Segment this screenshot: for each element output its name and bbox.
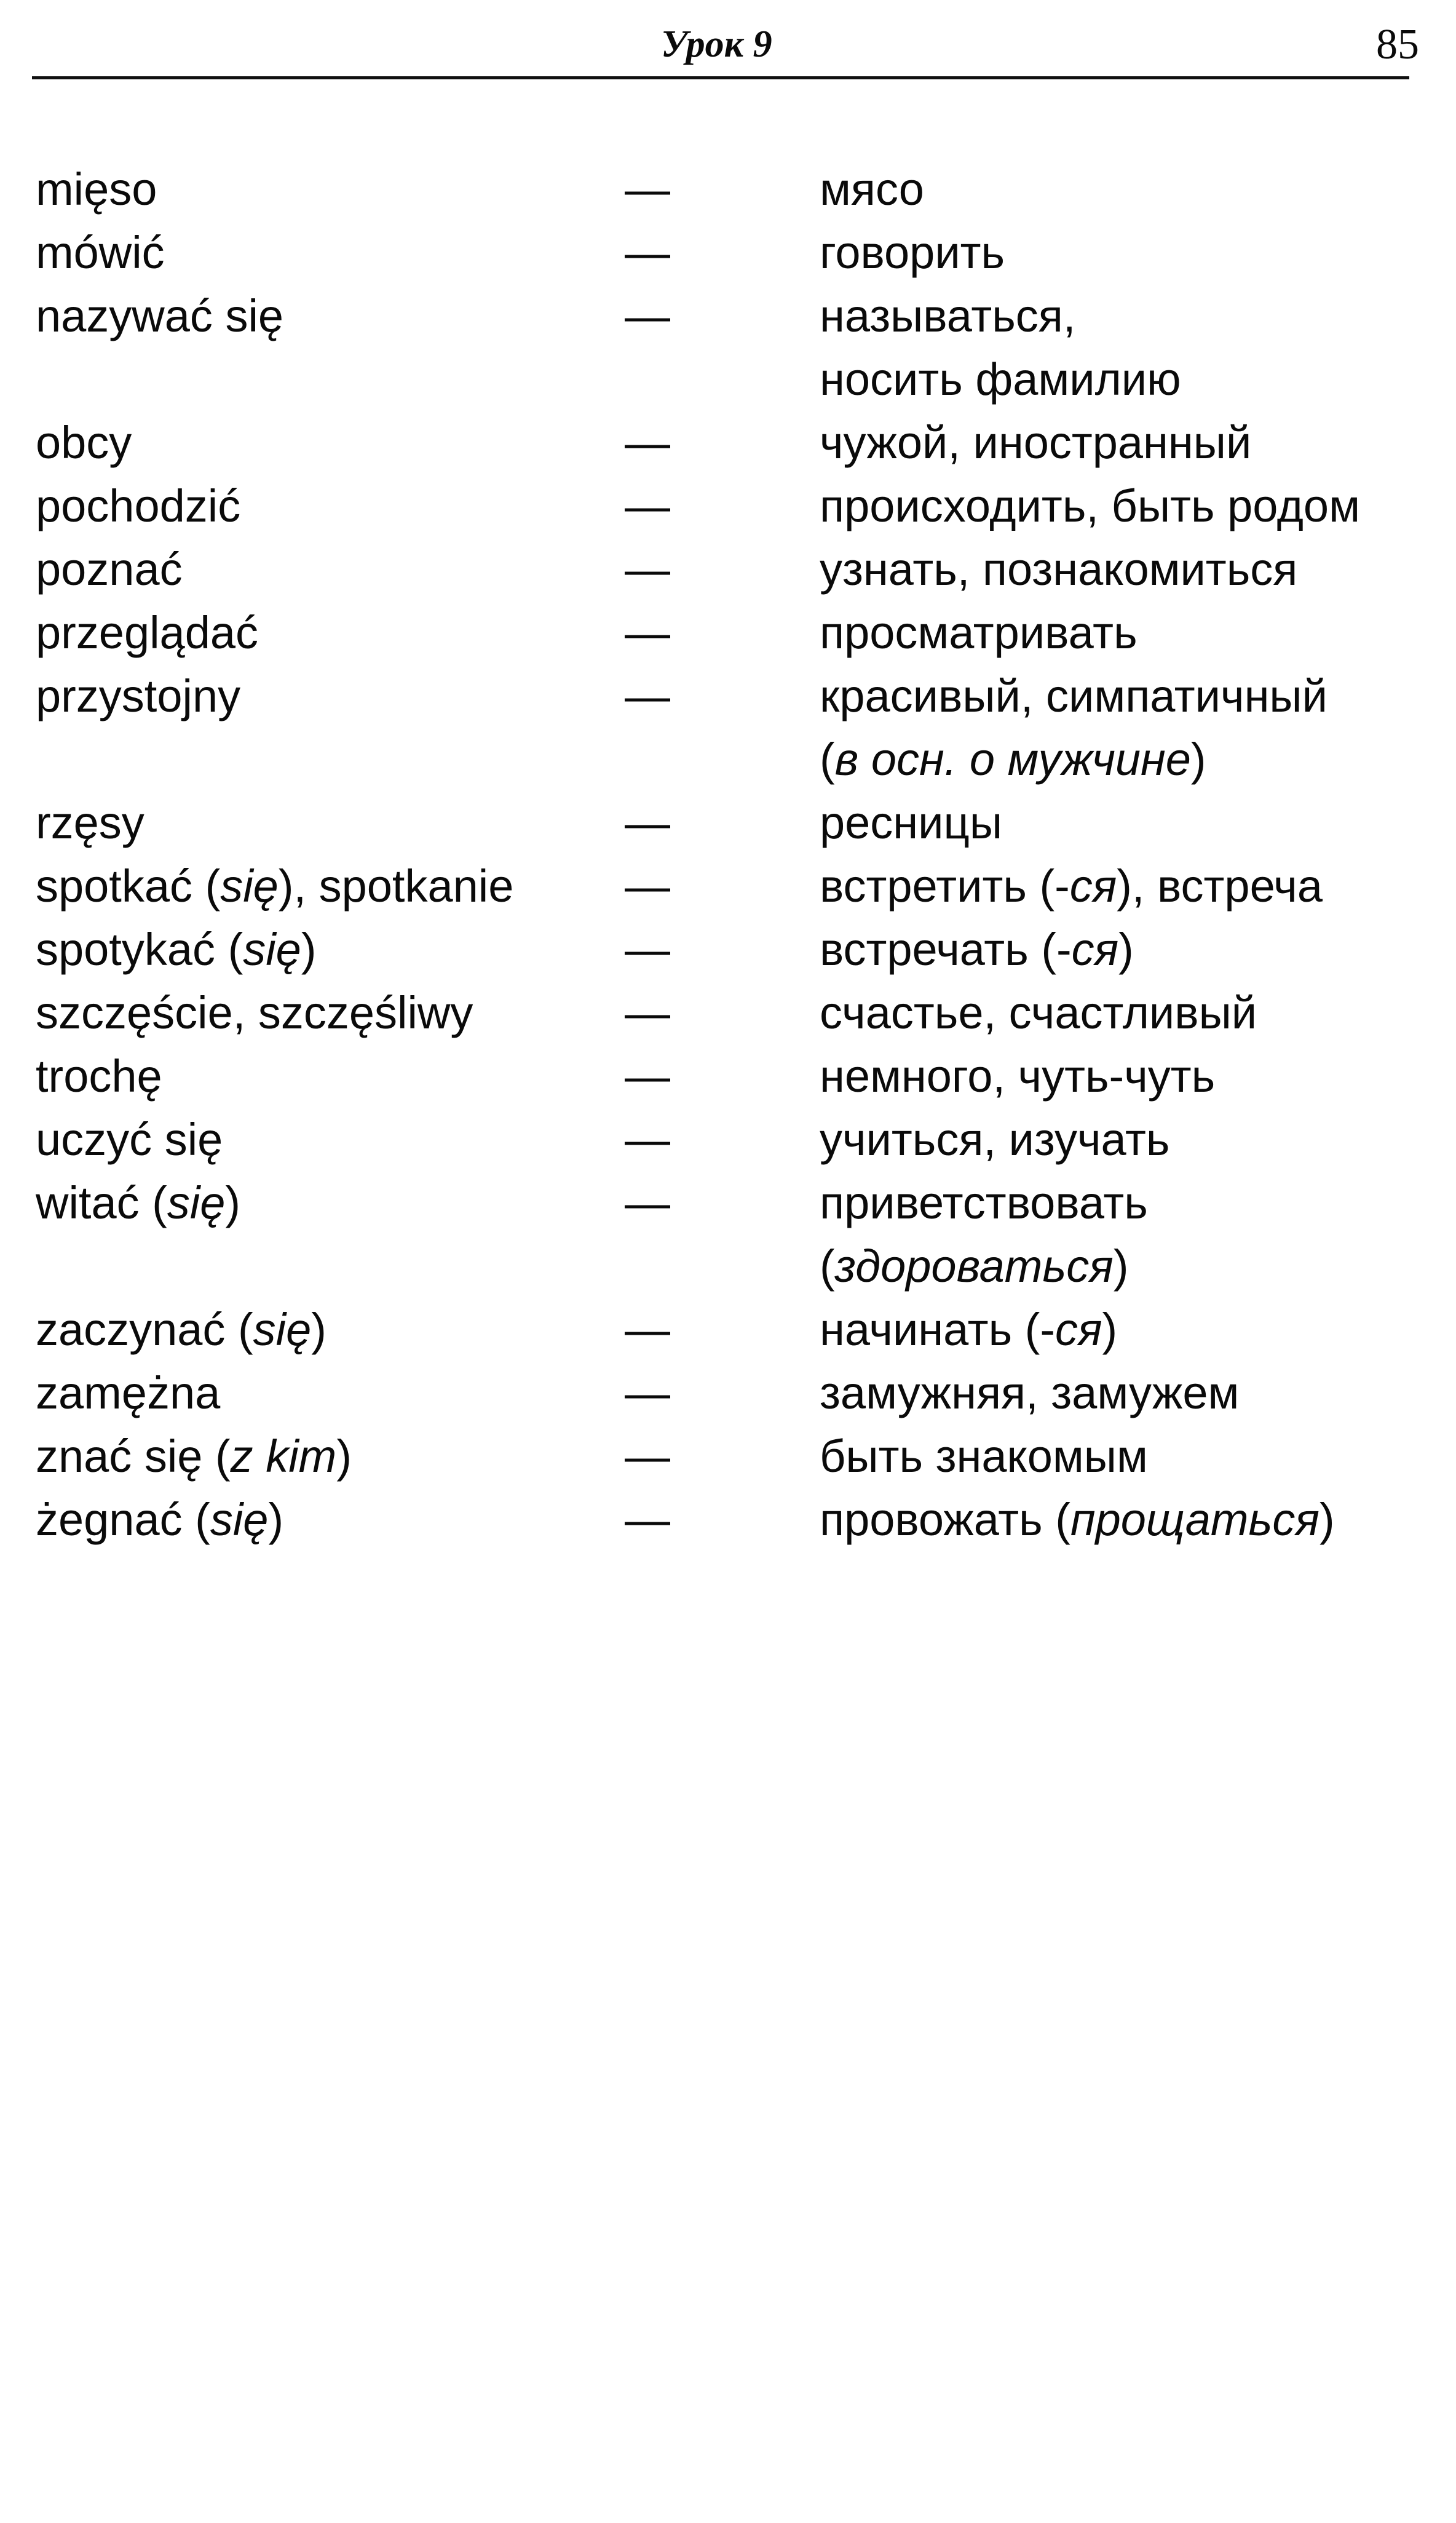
vocab-entry <box>36 221 1425 284</box>
translation-part: говорить <box>820 227 1005 278</box>
translation-line <box>820 474 1425 538</box>
vocab-entry <box>36 1361 1425 1424</box>
translation-line <box>820 1424 1425 1488</box>
translation-part: ( <box>820 734 835 785</box>
vocab-entry <box>36 981 1425 1044</box>
polish-word-part: spotkać ( <box>36 860 221 912</box>
russian-translation <box>820 1488 1425 1551</box>
entry-dash: — <box>625 607 670 658</box>
vocab-entry <box>36 1298 1425 1361</box>
translation-part: красивый, симпатичный <box>820 670 1327 721</box>
entry-dash: — <box>625 480 670 531</box>
russian-translation <box>820 1361 1425 1424</box>
vocab-entry <box>36 854 1425 918</box>
russian-translation <box>820 791 1425 854</box>
translation-part: провожать ( <box>820 1494 1070 1545</box>
translation-part: узнать, познакомиться <box>820 544 1298 595</box>
polish-word <box>36 411 614 474</box>
page-number: 85 <box>1376 21 1419 68</box>
polish-word-part: z kim <box>230 1431 337 1482</box>
vocab-entry <box>36 411 1425 474</box>
entry-dash: — <box>625 227 670 278</box>
entry-dash: — <box>625 1367 670 1418</box>
russian-translation <box>820 601 1425 664</box>
polish-word-part: mięso <box>36 164 157 215</box>
polish-word-part: się <box>243 924 301 975</box>
polish-word-part: ) <box>311 1304 326 1355</box>
polish-word <box>36 1488 614 1551</box>
translation-part: замужняя, замужем <box>820 1367 1240 1418</box>
entry-dash: — <box>625 1051 670 1102</box>
entry-dash: — <box>625 1114 670 1165</box>
translation-line <box>820 411 1425 474</box>
russian-translation <box>820 411 1425 474</box>
polish-word <box>36 284 614 348</box>
entry-dash: — <box>625 544 670 595</box>
polish-word-part: witać ( <box>36 1177 167 1228</box>
translation-part: называться, <box>820 290 1076 341</box>
polish-word-part: się <box>220 860 279 912</box>
translation-part: ресницы <box>820 797 1003 848</box>
entry-dash: — <box>625 1494 670 1545</box>
polish-word-part: ), spotkanie <box>278 860 514 912</box>
russian-translation <box>820 157 1425 221</box>
russian-translation <box>820 474 1425 538</box>
polish-word-part: pochodzić <box>36 480 241 531</box>
polish-word-part: ) <box>225 1177 241 1228</box>
polish-word-part: się <box>253 1304 312 1355</box>
vocab-entry <box>36 1488 1425 1551</box>
translation-line <box>820 348 1425 411</box>
entry-dash: — <box>625 924 670 975</box>
translation-part: начинать (- <box>820 1304 1055 1355</box>
translation-part: ) <box>1190 734 1206 785</box>
polish-word-part: ) <box>268 1494 284 1545</box>
translation-line <box>820 221 1425 284</box>
vocab-entry <box>36 664 1425 791</box>
vocab-entry <box>36 474 1425 538</box>
vocab-entry <box>36 157 1425 221</box>
entry-dash: — <box>625 797 670 848</box>
polish-word <box>36 981 614 1044</box>
vocab-entry <box>36 601 1425 664</box>
polish-word <box>36 1044 614 1108</box>
vocab-entry <box>36 918 1425 981</box>
russian-translation <box>820 918 1425 981</box>
polish-word-part: zamężna <box>36 1367 221 1418</box>
polish-word-part: poznać <box>36 544 183 595</box>
polish-word <box>36 474 614 538</box>
translation-line <box>820 157 1425 221</box>
vocabulary-list <box>36 157 1425 1551</box>
polish-word-part: trochę <box>36 1051 162 1102</box>
entry-dash: — <box>625 1304 670 1355</box>
translation-line <box>820 1298 1425 1361</box>
translation-part: носить фамилию <box>820 354 1181 405</box>
polish-word <box>36 1108 614 1171</box>
polish-word-part: obcy <box>36 417 132 468</box>
polish-word <box>36 791 614 854</box>
russian-translation <box>820 854 1425 918</box>
translation-part: встретить (- <box>820 860 1070 912</box>
translation-part: прощаться <box>1070 1494 1320 1545</box>
entry-dash: — <box>625 987 670 1038</box>
entry-dash: — <box>625 164 670 215</box>
translation-line <box>820 981 1425 1044</box>
polish-word-part: nazywać się <box>36 290 284 341</box>
translation-line <box>820 284 1425 348</box>
translation-part: немного, чуть-чуть <box>820 1051 1216 1102</box>
entry-dash: — <box>625 1431 670 1482</box>
translation-part: мясо <box>820 164 924 215</box>
polish-word <box>36 664 614 728</box>
translation-part: встречать (- <box>820 924 1072 975</box>
polish-word-part: ) <box>301 924 317 975</box>
translation-line <box>820 538 1425 601</box>
polish-word <box>36 221 614 284</box>
polish-word-part: zaczynać ( <box>36 1304 253 1355</box>
russian-translation <box>820 1171 1425 1298</box>
russian-translation <box>820 221 1425 284</box>
translation-part: ) <box>1319 1494 1335 1545</box>
vocab-entry <box>36 1171 1425 1298</box>
entry-dash: — <box>625 860 670 912</box>
vocab-entry <box>36 284 1425 411</box>
russian-translation <box>820 538 1425 601</box>
polish-word <box>36 854 614 918</box>
polish-word-part: przystojny <box>36 670 241 721</box>
polish-word-part: rzęsy <box>36 797 144 848</box>
russian-translation <box>820 1424 1425 1488</box>
translation-part: просматривать <box>820 607 1138 658</box>
translation-line <box>820 1108 1425 1171</box>
polish-word-part: się <box>167 1177 226 1228</box>
header-rule <box>32 76 1409 79</box>
translation-line <box>820 1171 1425 1234</box>
polish-word-part: przeglądać <box>36 607 259 658</box>
translation-line <box>820 728 1425 791</box>
polish-word-part: znać się ( <box>36 1431 231 1482</box>
translation-part: ся <box>1071 924 1119 975</box>
translation-part: происходить, быть родом <box>820 480 1360 531</box>
polish-word <box>36 1361 614 1424</box>
polish-word <box>36 538 614 601</box>
translation-part: ( <box>820 1241 835 1292</box>
translation-part: ся <box>1069 860 1117 912</box>
translation-line <box>820 601 1425 664</box>
entry-dash: — <box>625 1177 670 1228</box>
vocab-entry <box>36 1044 1425 1108</box>
translation-line <box>820 1044 1425 1108</box>
polish-word-part: się <box>210 1494 269 1545</box>
polish-word-part: szczęście, szczęśliwy <box>36 987 473 1038</box>
translation-line <box>820 854 1425 918</box>
polish-word <box>36 1171 614 1234</box>
translation-part: быть знакомым <box>820 1431 1148 1482</box>
translation-part: ся <box>1054 1304 1102 1355</box>
translation-part: здороваться <box>834 1241 1114 1292</box>
entry-dash: — <box>625 670 670 721</box>
translation-line <box>820 1234 1425 1298</box>
entry-dash: — <box>625 417 670 468</box>
polish-word <box>36 918 614 981</box>
polish-word <box>36 157 614 221</box>
russian-translation <box>820 1044 1425 1108</box>
polish-word-part: uczyć się <box>36 1114 223 1165</box>
russian-translation <box>820 1108 1425 1171</box>
polish-word-part: mówić <box>36 227 165 278</box>
translation-part: ) <box>1118 924 1134 975</box>
translation-part: учиться, изучать <box>820 1114 1170 1165</box>
translation-part: ), встреча <box>1117 860 1323 912</box>
translation-line <box>820 791 1425 854</box>
polish-word-part: żegnać ( <box>36 1494 210 1545</box>
entry-dash: — <box>625 290 670 341</box>
polish-word <box>36 601 614 664</box>
translation-part: в осн. о мужчине <box>834 734 1191 785</box>
polish-word-part: spotykać ( <box>36 924 243 975</box>
russian-translation <box>820 284 1425 411</box>
russian-translation <box>820 664 1425 791</box>
translation-part: ) <box>1102 1304 1118 1355</box>
translation-part: чужой, иностранный <box>820 417 1252 468</box>
polish-word <box>36 1298 614 1361</box>
vocab-entry <box>36 1108 1425 1171</box>
vocab-entry <box>36 791 1425 854</box>
vocab-entry <box>36 538 1425 601</box>
translation-part: приветствовать <box>820 1177 1148 1228</box>
russian-translation <box>820 981 1425 1044</box>
translation-part: ) <box>1113 1241 1129 1292</box>
translation-line <box>820 1488 1425 1551</box>
translation-line <box>820 918 1425 981</box>
translation-part: счастье, счастливый <box>820 987 1257 1038</box>
translation-line <box>820 1361 1425 1424</box>
russian-translation <box>820 1298 1425 1361</box>
polish-word <box>36 1424 614 1488</box>
vocab-entry <box>36 1424 1425 1488</box>
translation-line <box>820 664 1425 728</box>
polish-word-part: ) <box>336 1431 352 1482</box>
running-head: Урок 9 <box>661 23 772 65</box>
